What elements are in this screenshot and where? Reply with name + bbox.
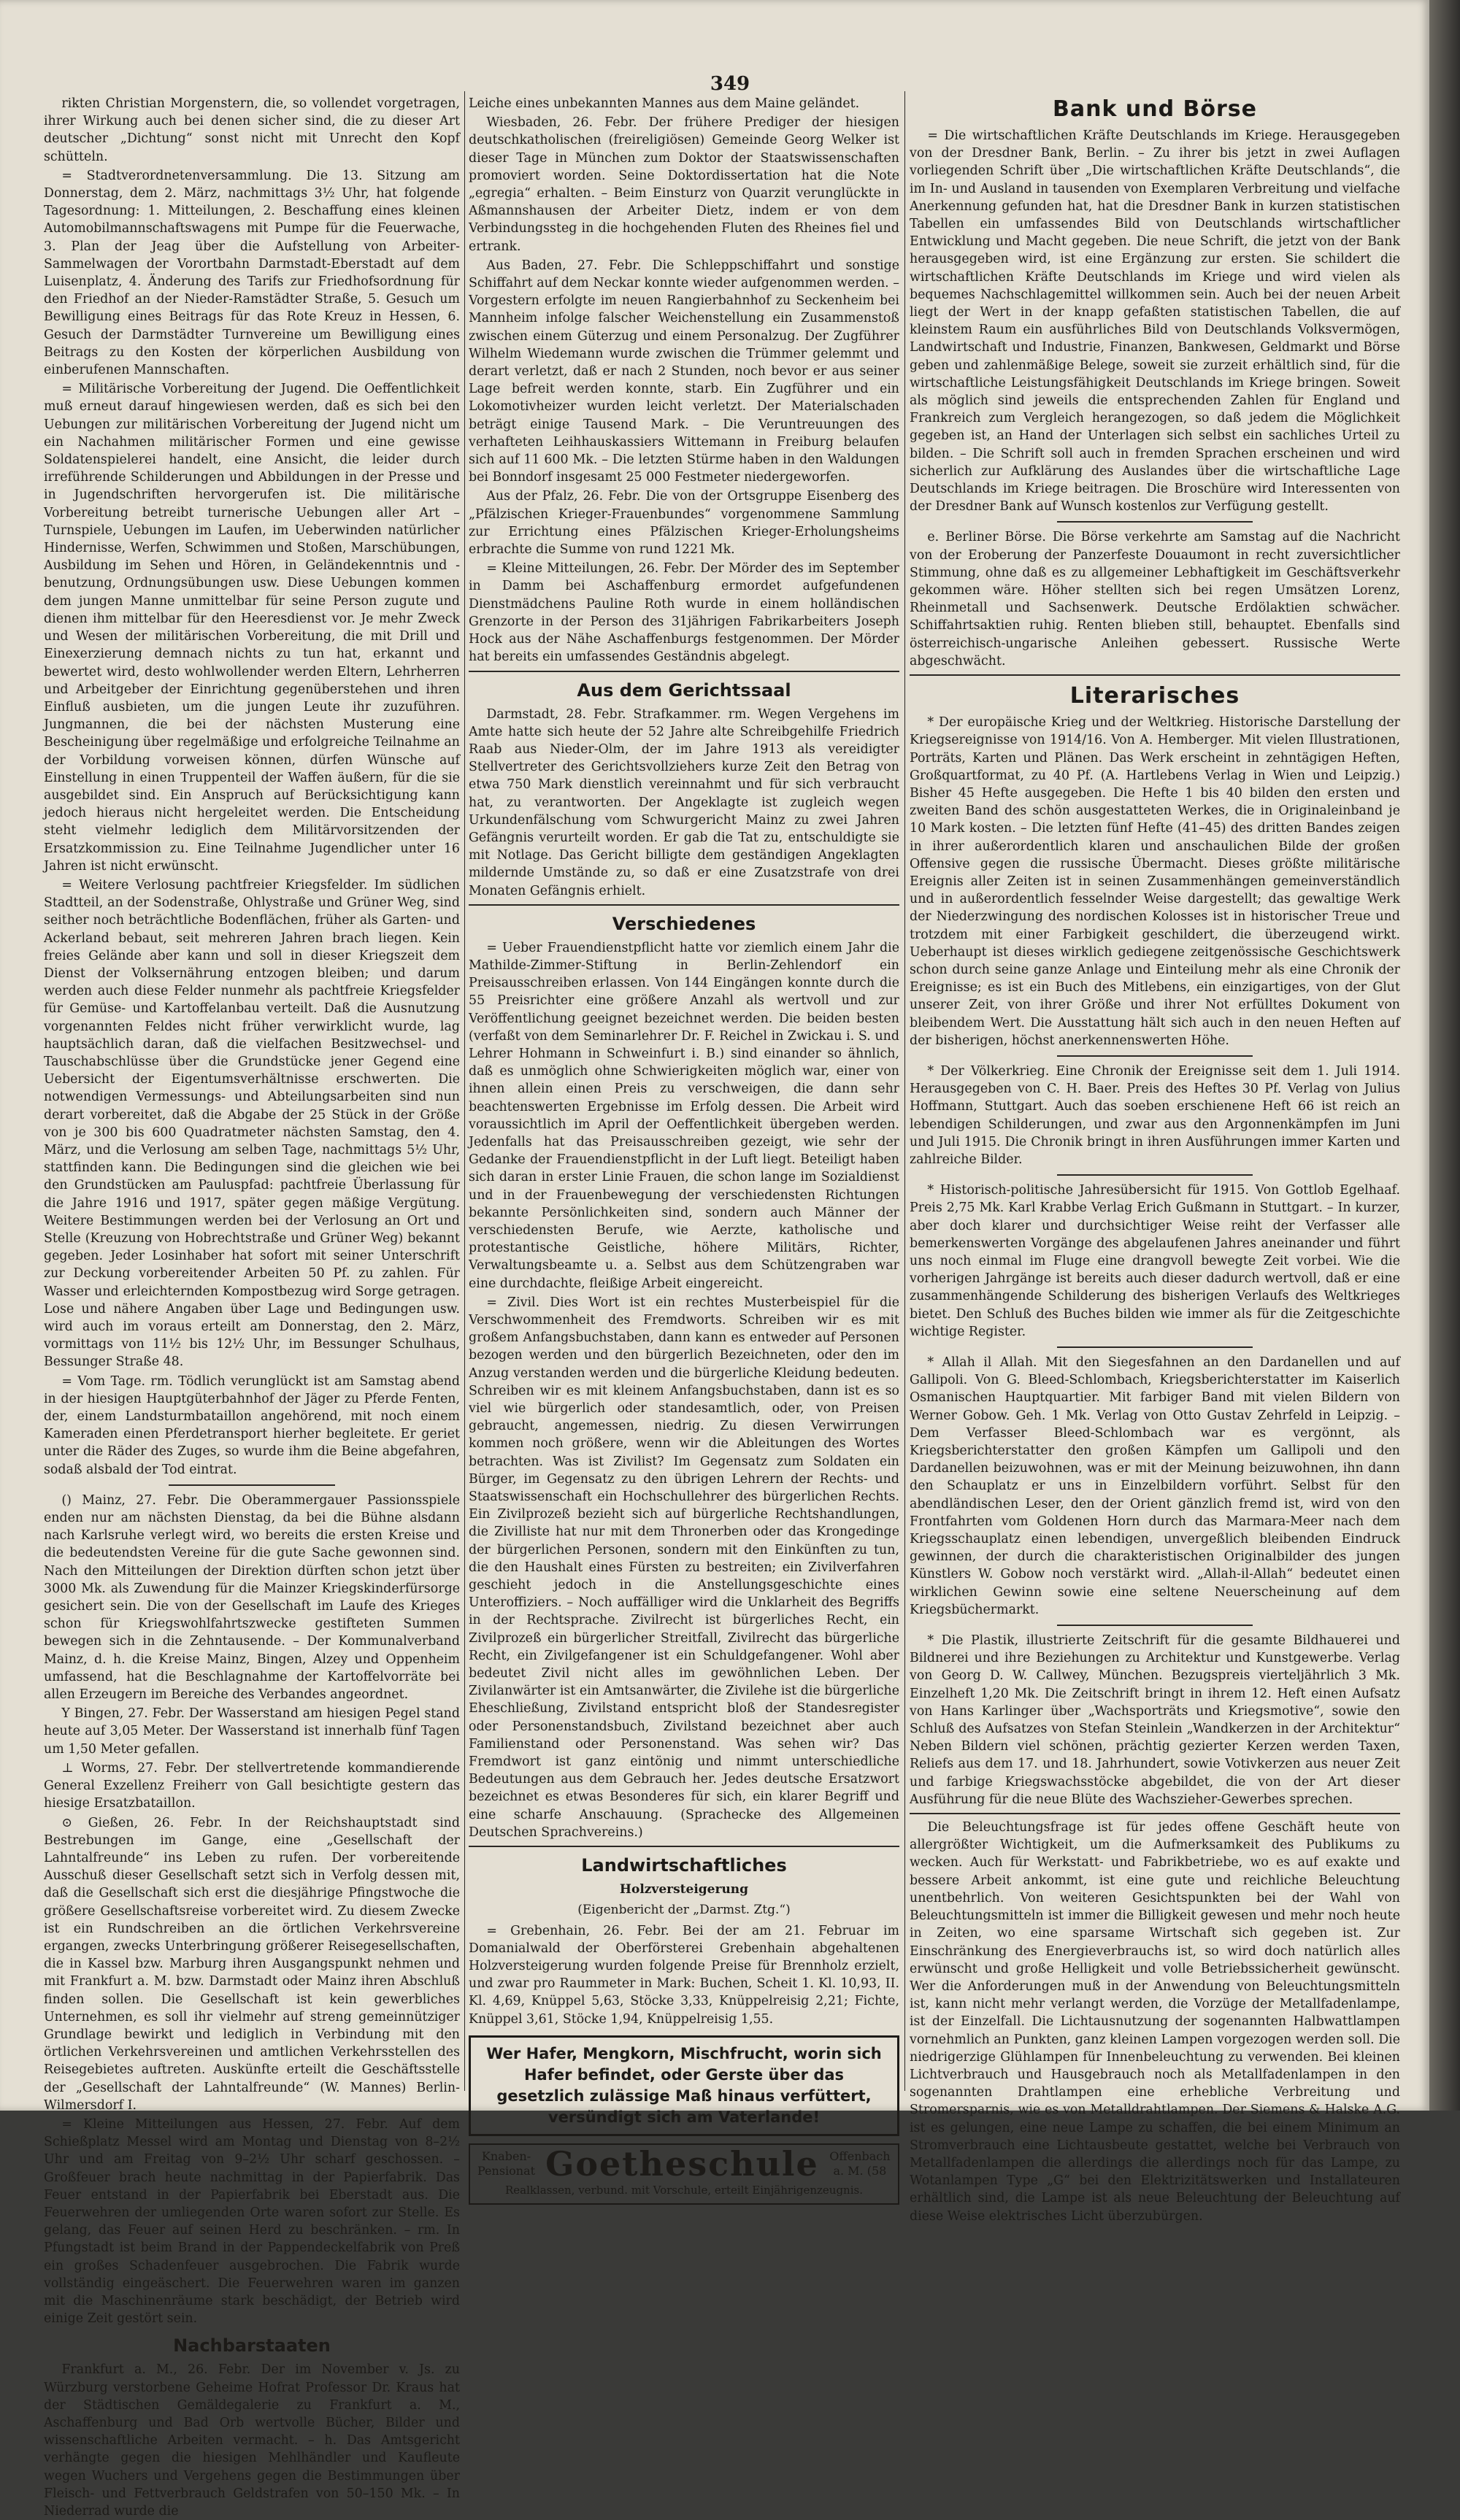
page-number: 349 (710, 73, 750, 95)
paragraph: e. Berliner Börse. Die Börse verkehrte am Samstag auf die Nachricht von der Eroberung der Panzerfeste Douaumont in recht zuversichtlicher Stimmung, ohne daß es zu allgemeiner Lebhaftigkeit im Geschäftsverkehr gekommen wäre. Höher stellten sich bei regen Umsätzen Lorenz, Rheinmetall und Sachsenwerk. Deutsche Erdölaktien schwächer. Schiffahrtsaktien ruhig. Renten blieben still, behauptet. Ebenfalls sind österreichisch-ungarische Anleihen gebessert. Russische Werte abgeschwächt. (910, 530, 1400, 668)
section-heading-nachbarstaaten: Nachbarstaaten (173, 2335, 331, 2357)
column-1 (44, 95, 460, 2519)
divider (910, 1813, 1400, 1814)
book-edge (1429, 0, 1460, 2111)
paragraph: ⊙ Gießen, 26. Febr. In der Reichshauptstadt sind Bestrebungen im Gange, eine „Gesellschaft der Lahntalfreunde“ ins Leben zu rufen. Der vorbereitende Ausschuß dieser Gesellschaft setzt sich in Verfolg dessen mit, daß die Gesellschaft sich erst die diesjährige Pfingstwoche die größere Gesellschaftsreise vorbereitet wird. Zu diesem Zwecke ist ein Rundschreiben an die örtlichen Verkehrsvereine ergangen, zwecks Unterbringung größerer Reisegesellschaften, die in Kassel bzw. Marburg ihren Ausgangspunkt nehmen und mit Frankfurt a. M. bzw. Darmstadt oder Mainz ihren Abschluß finden sollen. Die Gesellschaft ist kein gewerbliches Unternehmen, es soll ihr vielmehr auf streng gemeinnütziger Grundlage bewirkt und lediglich in Verbindung mit den örtlichen Verkehrsvereinen und amtlichen Verkehrsstellen des Reisegebietes auftreten. Auskünfte erteilt die Geschäftsstelle der „Gesellschaft der Lahntalfreunde“ (W. Mannes) Berlin-Wilmersdorf I. (44, 1815, 460, 2113)
section-heading-gerichtssaal: Aus dem Gerichtssaal (577, 679, 791, 701)
section-heading-verschiedenes: Verschiedenes (612, 913, 756, 934)
divider (1057, 521, 1253, 523)
divider (1057, 1346, 1253, 1348)
section-heading-bank-und-boerse: Bank und Börse (1053, 96, 1257, 122)
ad-left-text: Knaben-Pensionat (477, 2149, 536, 2178)
section-heading-landwirtschaftliches: Landwirtschaftliches (581, 1855, 787, 1876)
paragraph: = Vom Tage. rm. Tödlich verunglückt ist am Samstag abend in der hiesigen Hauptgüterbahnhof der Jäger zu Pferde Fenten, der, einem Landsturmbataillon angehörend, mit noch einem Kameraden einen Pferdetransport hierher begleitete. Er geriet unter die Räder des Zuges, so wurde ihm die Beine abgefahren, sodaß alsbald der Tod eintrat. (44, 1373, 460, 1477)
divider (1057, 1625, 1253, 1626)
column-rule (464, 91, 465, 2091)
paragraph: = Die wirtschaftlichen Kräfte Deutschlands im Kriege. Herausgegeben von der Dresdner Bank, Berlin. – Zu ihrer bis jetzt in zwei Auflagen vorliegenden Schrift über „Die wirtschaftlichen Kräfte Deutschlands“, die im In- und Ausland in tausenden von Exemplaren Verbreitung und vielfache Anerkennung gefunden hat, hat die Dresdner Bank in kurzen statistischen Tabellen ein umfassendes Bild von Deutschlands wirtschaftlicher Entwicklung und Macht gegeben. Die neue Schrift, die jetzt von der Bank herausgegeben wird, ist eine Ergänzung zur ersten. Sie schildert die wirtschaftlichen Kräfte Deutschlands im Kriege und wird vielen als bequemes Nachschlagemittel willkommen sein. Auch bei der neuen Arbeit liegt der Wert in der knapp gefaßten statistischen Tabellen, die auf kleinstem Raum ein ausführliches Bild von Deutschlands Volksvermögen, Landwirtschaft und Industrie, Finanzen, Bankwesen, Geldmarkt und Börse geben und zahlenmäßige Belege, soweit sie zurzeit erhältlich sind, für die wirtschaftliche Leistungsfähigkeit Deutschlands im Kriege bringen. Soweit als möglich sind jeweils die entsprechenden Zahlen für England und Frankreich zum Vergleich herangezogen, so daß jedem die Möglichkeit gegeben ist, an Hand der Unterlagen sich selbst ein sachliches Urteil zu bilden. – Die Schrift soll auch in fremden Sprachen erscheinen und wird sicherlich zur Aufklärung des Auslandes über die wirtschaftliche Lage Deutschlands im Kriege beitragen. Die Broschüre wird Interessenten von der Dresdner Bank auf Wunsch kostenlos zur Verfügung gestellt. (910, 128, 1400, 515)
paragraph: ⊥ Worms, 27. Febr. Der stellvertretende kommandierende General Exzellenz Freiherr von Gall besichtigte gestern das hiesige Ersatzbataillon. (44, 1760, 460, 1811)
paragraph: Wiesbaden, 26. Febr. Der frühere Prediger der hiesigen deutschkatholischen (freireligiösen) Gemeinde Georg Welker ist dieser Tage in München zum Doktor der Staatswissenschaften promoviert worden. Seine Doktordissertation hat die Note „egregia“ erhalten. – Beim Einsturz von Quarzit verunglückte in Aßmannshausen der Arbeiter Dietz, indem er von dem Verbindungssteg in die hochgehenden Fluten des Rheines fiel und ertrank. (469, 115, 899, 254)
paragraph: = Zivil. Dies Wort ist ein rechtes Musterbeispiel für die Verschwommenheit des Fremdworts. Schreiben wir es mit großem Anfangsbuchstaben, dann kann es entweder auf Personen bezogen werden und den bürgerlich Bezeichneten, oder den im Anzug verstanden werden und die bürgerliche Kleidung bedeuten. Schreiben wir es mit kleinem Anfangsbuchstaben, dann ist es so viel wie bürgerlich oder standesamtlich, oder, von Preisen gebraucht, angemessen, niedrig. Zu diesen Verwirrungen kommen noch größere, wenn wir die Ableitungen des Wortes betrachten. Was ist Zivilist? Im Gegensatz zum Soldaten ein Bürger, im Gegensatz zu den übrigen Lehrern der Rechts- und Staatswissenschaft ein Hochschullehrer des bürgerlichen Rechts. Ein Zivilprozeß bezieht sich auf bürgerliche Rechtshandlungen, die Zivilliste hat nur mit dem Thronerben oder das Krongedinge der bürgerlichen Personen, sondern mit den Einkünften zu tun, die den Haushalt eines Fürsten zu bestreiten; ein Zivilverfahren geschieht jedoch in die Anstellungsgeschichte eines Unteroffiziers. – Noch auffälliger wird die Unklarheit des Begriffs in der Rechtsprache. Zivilrecht ist bürgerliches Recht, ein Zivilprozeß ein bürgerlicher Streitfall, Zivilrecht das bürgerliche Recht, ein Zivilgefangener ist ein Schuldgefangener. Wohl aber bedeutet Zivil nicht alles im gewöhnlichen Leben. Der Zivilanwärter ist ein Amtsanwärter, die Zivilehe ist die bürgerliche Eheschließung, Zivilstand entspricht bloß der Standesregister oder Personenstandsbuch, Zivilstand bezeichnet aber auch Familienstand oder Personenstand. Was sehen wir? Das Fremdwort ist ganz eintönig und nimmt unterschiedliche Bedeutungen aus dem Gebrauch her. Jedes deutsche Ersatzwort bezeichnet es etwas Besonderes für sich, ein klarer Begriff und eine scharfe Anschauung. (Sprachecke des Allgemeinen Deutschen Sprachvereins.) (469, 1295, 899, 1840)
paragraph: = Militärische Vorbereitung der Jugend. Die Oeffentlichkeit muß erneut darauf hingewiesen werden, daß es sich bei den Uebungen zur militärischen Vorbereitung der Jugend nicht um ein Nachahmen militärischer Formen und eine gewisse Soldatenspielerei handelt, eine Ansicht, die leider durch irreführende Schilderungen und Abbildungen in der Presse und in Jugendschriften hervorgerufen ist. Die militärische Vorbereitung betreibt turnerische Uebungen aller Art – Turnspiele, Uebungen im Laufen, im Ueberwinden natürlicher Hindernisse, Werfen, Schwimmen und Stoßen, Marschübungen, Ausbildung im Sehen und Hören, in Geländekenntnis und -benutzung, Ordnungsübungen usw. Diese Uebungen kommen dem jungen Manne unmittelbar für seine Person zugute und dienen ihm mittelbar für den Heeresdienst vor. Je mehr Zweck und Wesen der militärischen Vorbereitung, die mit Drill und Einexerzierung demnach nichts zu tun hat, erkannt und bewertet wird, desto wohlwollender werden Eltern, Lehrherren und Arbeitgeber der Einrichtung gegenüberstehen und ihren Einfluß ausbieten, um die jungen Leute ihr zuzuführen. Jungmannen, die bei der nächsten Musterung eine Bescheinigung über regelmäßige und erfolgreiche Teilnahme an der Vorbildung vorweisen können, dürfen Wünsche auf Einstellung in einen Truppenteil der Waffen äußern, für die sie ausgebildet sind. Ein Anspruch auf Berücksichtigung kann jedoch hieraus nicht hergeleitet werden. Die Entscheidung steht vielmehr lediglich dem Militärvorsitzenden der Ersatzkommission zu. Eine Teilnahme Jugendlicher unter 16 Jahren ist nicht erwünscht. (44, 382, 460, 874)
column-2 (469, 95, 899, 2197)
divider (469, 904, 899, 906)
paragraph: rikten Christian Morgenstern, die, so vollendet vorgetragen, ihrer Wirkung auch bei denen sicher sind, die zu dieser Art deutscher „Dichtung“ sonst nicht mit Unrecht den Kopf schütteln. (44, 96, 460, 164)
ad-city: Offenbach a. M. (829, 2149, 891, 2178)
paragraph: Die Beleuchtungsfrage ist für jedes offene Geschäft heute von allergrößter Wichtigkeit, um die Aufmerksamkeit des Publikums zu wecken. Auch für Werkstatt- und Fabrikbetriebe, wo es auf exakte und bessere Arbeit ankommt, ist eine gute und reichliche Beleuchtung unentbehrlich. Von weiteren Gesichtspunkten bei der Wahl von Beleuchtungsmitteln ist immer die Billigkeit gewesen und mehr noch heute in Zeiten, wo eine sparsame Wirtschaft sich gegeben ist. Zur Einschränkung des Energieverbrauchs ist, so wird doch natürlich alles erwünscht und große Helligkeit und volle Betriebssicherheit gewünscht. Wer die Anforderungen muß in der Anwendung von Beleuchtungsmitteln ist, kann nicht mehr verlangt werden, die Vorzüge der Metallfadenlampe, ist der Einzelfall. Die Lichtausnutzung der sogenannten Halbwattlampen vornehmlich an Punkten, ganz kleinen Lampen vorgezogen werden soll. Die niedrigerzige Glühlampen für Innenbeleuchtung zu verwenden. Bei kleinen Lichtverbrauch und Hausgebrauch noch als Metallfadenlampen in den sogenannten Drahtlampen eine erhebliche Verbreitung und Stromersparnis, wie es von Metalldrahtlampen. Der Siemens & Halske A.G. ist es gelungen, eine neue Lampe zu schaffen, die bei einem Minimum an Stromverbrauch eine Lichtausbeute gestattet, welche bei Verbrauch von Metallfadenlampen die allerdings die allerdings noch für das Lampe, zu Wotanlampen Type „G“ bei den Elektrizitätswerken und Installateuren erhältlich sind, die Lampe ist als neue Beleuchtung der Beleuchtung auf diese Weise elektrisches Licht überzubürgen. (910, 1820, 1400, 2224)
paragraph: Aus Baden, 27. Febr. Die Schleppschiffahrt und sonstige Schiffahrt auf dem Neckar konnte wieder aufgenommen werden. – Vorgestern erfolgte im neuen Rangierbahnhof zu Seckenheim bei Mannheim infolge falscher Weichenstellung ein Zusammenstoß zwischen einem Güterzug und einem Personalzug. Der Zugführer Wilhelm Wiedemann wurde zwischen die Trümmer gelemmt und derart verletzt, daß er nach 2 Stunden, noch bevor er aus seiner Lage befreit werden konnte, starb. Ein Zugführer und ein Lokomotivheizer wurden leicht verletzt. Der Materialschaden beträgt einige Tausend Mark. – Die Veruntreuungen des verhafteten Leihhauskassiers Wittemann in Freiburg belaufen sich auf 11 600 Mk. – Die letzten Stürme haben in den Waldungen bei Bonndorf insgesamt 25 000 Festmeter niedergeworfen. (469, 258, 899, 485)
column-3 (910, 95, 1400, 2224)
column-rule (904, 91, 905, 2091)
ad-footer: Realklassen, verbund. mit Vorschule, erteilt Einjährigenzeugnis. (505, 2183, 863, 2197)
subheading: Holzversteigerung (619, 1882, 749, 1897)
paragraph: Leiche eines unbekannten Mannes aus dem Maine geländet. (469, 96, 860, 111)
divider (1057, 1174, 1253, 1176)
paragraph: = Kleine Mitteilungen aus Hessen, 27. Febr. Auf dem Schießplatz Messel wird am Montag und Dienstag von 8–2½ Uhr und am Freitag von 9–2½ Uhr scharf geschossen. – Großfeuer brach heute nachmittag in der Papierfabrik. Das Feuer entstand in der Papierfabrik bei Eberstadt aus. Die Feuerwehren der umliegenden Orte waren sofort zur Stelle. Es gelang, das Feuer auf seinen Herd zu beschränken. – rm. In Pfungstadt ist beim Brand in der Pappendeckelfabrik von Preß ein großes Schadenfeuer ausgebrochen. Die Fabrik wurde vollständig eingeäschert. Die Feuerwehren waren im ganzen mit die Maschinenräume stark beschädigt, der Betrieb wird einige Zeit gestört sein. (44, 2116, 460, 2327)
ad-logo: Goetheschule (545, 2143, 819, 2184)
paragraph: () Mainz, 27. Febr. Die Oberammergauer Passionsspiele enden nur am nächsten Dienstag, da bei die Bühne alsdann nach Karlsruhe verlegt wird, wo bereits die ersten Kreise und die bedeutendsten Vereine für die gute Sache gewonnen sind. Nach den Mitteilungen der Direktion dürften schon jetzt über 3000 Mk. als Zuwendung für die Mainzer Kriegskinderfürsorge gesichert sein. Die von der Gesellschaft im Laufe des Krieges schon für Kriegswohlfahrtszwecke gestifteten Summen bewegen sich in die Zehntausende. – Der Kommunalverband Mainz, d. h. die Kreise Mainz, Bingen, Alzey und Oppenheim umfassend, hat die Beschlagnahme der Kartoffelvorräte bei allen Erzeugern im Bereiche des Verbandes angeordnet. (44, 1492, 460, 1703)
ad-number: (58 (867, 2163, 887, 2178)
paragraph: = Weitere Verlosung pachtfreier Kriegsfelder. Im südlichen Stadtteil, an der Sodenstraße, Ohlystraße und Grüner Weg, sind seither noch beträchtliche Bodenflächen, früher als Garten- und Ackerland bebaut, seit mehreren Jahren brach liegen. Kein freies Gelände aber kann und soll in dieser Kriegszeit dem Dienst der Volksernährung entzogen bleiben; und darum werden auch diese Felder nunmehr als pachtfreie Kriegsfelder für Gemüse- und Kartoffelanbau verteilt. Daß die Ausnutzung vorgenannten Feldes nicht früher verwirklicht wurde, lag hauptsächlich daran, daß die vielfachen Besitzwechsel- und Tauschabschlüsse über die Grundstücke jener Gegend eine Uebersicht der Eigentumsverhältnisse erschwerten. Die notwendigen Vermessungs- und Abteilungsarbeiten sind nun derart vorbereitet, daß die Abgabe der 25 Stück in der Größe von je 300 bis 600 Quadratmeter nächsten Samstag, den 4. März, und die Verlosung am selben Tage, nachmittags 5½ Uhr, stattfinden kann. Die Bedingungen sind die gleichen wie bei den Grundstücken am Pauluspfad: pachtfreie Überlassung für die Jahre 1916 und 1917, später gegen mäßige Vergütung. Weitere Bestimmungen werden bei der Verlosung an Ort und Stelle (Kreuzung von Hobrechtstraße und Grüner Weg) bekannt gegeben. Jeder Losinhaber hat sofort mit seiner Unterschrift zur Deckung vorbereitender Arbeiten 50 Pf. zu zahlen. Für Wasser und erleichternden Kompostbezug wird Sorge getragen. Lose und nähere Angaben über Lage und Bedingungen usw. wird auch im voraus erteilt am Donnerstag, den 2. März, vormittags von 11½ bis 12½ Uhr, im Bessunger Schulhaus, Bessunger Straße 48. (44, 877, 460, 1370)
advertisement-goetheschule (469, 2143, 899, 2205)
divider (469, 1846, 899, 1847)
ad-right-text (829, 2149, 891, 2178)
paragraph: * Der europäische Krieg und der Weltkrieg. Historische Darstellung der Kriegsereignisse von 1914/16. Von A. Hemberger. Mit vielen Illustrationen, Porträts, Karten und Plänen. Das Werk erscheint in zehntägigen Heften, Großquartformat, zu 40 Pf. (A. Hartlebens Verlag in Wien und Leipzig.) Bisher 45 Hefte ausgegeben. Die Hefte 1 bis 40 bilden den ersten und zweiten Band des schön ausgestatteten Werkes, die in Originaleinband je 10 Mark kosten. – Die letzten fünf Hefte (41–45) des dritten Bandes zeigen in ihrer außerordentlich klaren und anschaulichen Bilde der großen Offensive gegen die russische Übermacht. Dieses größte militärische Ereignis aller Zeiten ist in seinen Zusammenhängen gemeinverständlich und in außerordentlich fesselnder Weise dargestellt; das gewaltige Werk der Niederzwingung des nordischen Kolosses ist in historischer Treue und trotzdem mit einer Farbigkeit geschildert, die überzeugend wirkt. Ueberhaupt ist dieses wirklich gediegene zeitgenössische Geschichtswerk schon durch seine ganze Anlage und Einteilung mehr als eine Chronik der Ereignisse; es ist ein Buch des Mitlebens, ein einzigartiges, von der Glut unserer Zeit, von ihrer Größe und ihrer Not erfülltes Dokument von bleibendem Wert. Die Ausstattung hält sich auch in den neuen Heften auf der bisherigen, höchst anerkennenswerten Höhe. (910, 715, 1400, 1048)
paragraph: Darmstadt, 28. Febr. Strafkammer. rm. Wegen Vergehens im Amte hatte sich heute der 52 Jahre alte Schreibgehilfe Friedrich Raab aus Nieder-Olm, der im Jahre 1913 als vereidigter Stellvertreter des Gerichtsvollziehers kurze Zeit den Betrag von etwa 750 Mark dienstlich vereinnahmt und für sich verbraucht hat, zu verantworten. Der Angeklagte ist zugleich wegen Urkundenfälschung vom Schwurgericht Mainz zu zwei Jahren Gefängnis verurteilt worden. Er gab die Tat zu, entschuldigte sie mit Notlage. Das Gericht billigte dem geständigen Angeklagten mildernde Umstände zu, so daß er eine Zusatzstrafe von drei Monaten Gefängnis erhielt. (469, 706, 899, 898)
paragraph: = Ueber Frauendienstpflicht hatte vor ziemlich einem Jahr die Mathilde-Zimmer-Stiftung in Berlin-Zehlendorf ein Preisausschreiben erlassen. Von 144 Eingängen konnte durch die 55 Preisrichter eine größere Anzahl als wertvoll und zur Veröffentlichung geeignet bezeichnet werden. Die beiden besten (verfaßt von dem Seminarlehrer Dr. F. Reichel in Zwickau i. S. und Lehrer Hohmann in Schweinfurt i. B.) sind einander so ähnlich, daß es unmöglich ohne Schwierigkeiten möglich war, einer von ihnen allein einen Preis zu verschweigen, die dann sehr beachtenswerten Ergebnisse im Erfolg dessen. Die Arbeit wird voraussichtlich im April der Oeffentlichkeit übergeben werden. Jedenfalls hat das Preisausschreiben gezeigt, wie sehr der Gedanke der Frauendienstpflicht in der Luft liegt. Beteiligt haben sich daran in erster Linie Frauen, die schon lange im Sozialdienst und in der Frauenbewegung der verschiedensten Richtungen bekannte Persönlichkeiten sind, sondern auch Männer der verschiedensten Berufe, wie Aerzte, katholische und protestantische Geistliche, höhere Militärs, Richter, Verwaltungsbeamte u. a. Selbst aus dem Schützengraben war eine durchdachte, fleißige Arbeit eingereicht. (469, 940, 899, 1291)
divider (910, 674, 1400, 676)
paragraph: Frankfurt a. M., 26. Febr. Der im November v. Js. zu Würzburg verstorbene Geheime Hofrat Professor Dr. Kraus hat der Städtischen Gemäldegalerie zu Frankfurt a. M., Aschaffenburg und Bad Orb wertvolle Bücher, Bilder und wissenschaftliche Arbeiten vermacht. – h. Das Amtsgericht verhängte gegen die hiesigen Mehlhändler und Kaufleute wegen Wuchers und Vergehens gegen die Bestimmungen über Fleisch- und Fettverbrauch Geldstrafen von 50–150 Mk. – In Niederrad wurde die (44, 2362, 460, 2519)
paragraph: * Die Plastik, illustrierte Zeitschrift für die gesamte Bildhauerei und Bildnerei und ihre Beziehungen zu Architektur und Kunstgewerbe. Verlag von Georg D. W. Callwey, München. Bezugspreis vierteljährlich 3 Mk. Einzelheft 1,20 Mk. Die Zeitschrift bringt in ihrem 12. Heft einen Aufsatz von Hans Karlinger über „Wachsporträts und Kriegsmotive“, sowie den Schluß des Aufsatzes von Stefan Steinlein „Wandkerzen in der Architektur“ Neben Bildern viel schönen, prächtig gezierter Kerzen werden Taxen, Reliefs aus dem 17. und 18. Jahrhundert, sowie Votivkerzen aus neuer Zeit und farbige Kriegswachsstöcke abgebildet, die von der Art dieser Ausführung für die neue Blüte des Wachszieher-Gewerbes sprechen. (910, 1633, 1400, 1807)
paragraph: * Historisch-politische Jahresübersicht für 1915. Von Gottlob Egelhaaf. Preis 2,75 Mk. Karl Krabbe Verlag Erich Gußmann in Stuttgart. – In kurzer, aber doch klarer und durchsichtiger Weise reiht der Verfasser alle bemerkenswerten Vorgänge des abgelaufenen Jahres aneinander und führt uns noch einmal im Fluge eine drangvoll bewegte Zeit vorbei. Wie die vorherigen Jahrgänge ist bereits auch dieser dadurch wertvoll, daß er eine zusammenhängende Schilderung des bisherigen Verlaufs des Weltkrieges bietet. Den Schluß des Buches bilden wie immer als für die Zeitgeschichte wichtige Register. (910, 1183, 1400, 1339)
notice-box: Wer Hafer, Mengkorn, Mischfrucht, worin sich Hafer befindet, oder Gerste über das gesetzlich zulässige Maß hinaus verfüttert, versündigt sich am Vaterlande! (469, 2035, 899, 2136)
paragraph: = Stadtverordnetenversammlung. Die 13. Sitzung am Donnerstag, dem 2. März, nachmittags 3½ Uhr, hat folgende Tagesordnung: 1. Mitteilungen, 2. Beschaffung eines kleinen Automobilmannschaftswagens mit Pumpe für die Feuerwache, 3. Plan der Jeag über die Aufstellung von Arbeiter-Sammelwagen der Vorortbahn Darmstadt-Eberstadt auf dem Luisenplatz, 4. Änderung des Tarifs zur Friedhofsordnung für den Friedhof an der Nieder-Ramstädter Straße, 5. Gesuch um Bewilligung eines Beitrags für das Rote Kreuz in Hessen, 6. Gesuch der Darmstädter Turnvereine um Bewilligung eines Beitrags zu den Kosten der körperlichen Ausbildung von einberufenen Mannschaften. (44, 168, 460, 378)
divider (469, 671, 899, 672)
section-heading-literarisches: Literarisches (1069, 683, 1240, 709)
paragraph: Y Bingen, 27. Febr. Der Wasserstand am hiesigen Pegel stand heute auf 3,05 Meter. Der Wasserstand ist innerhalb fünf Tagen um 1,50 Meter gefallen. (44, 1706, 460, 1757)
paragraph: = Kleine Mitteilungen, 26. Febr. Der Mörder des im September in Damm bei Aschaffenburg ermordet aufgefundenen Dienstmädchens Pauline Roth wurde in einem holländischen Grenzorte in der Person des 31jährigen Fabrikarbeiters Joseph Hock aus der Nähe Aschaffenburgs festgenommen. Der Mörder hat bereits ein umfassendes Geständnis abgelegt. (469, 561, 899, 665)
divider (1057, 1055, 1253, 1057)
paragraph: = Grebenhain, 26. Febr. Bei der am 21. Februar im Domanialwald der Oberförsterei Grebenhain abgehaltenen Holzversteigerung wurden folgende Preise für Brennholz erzielt, und zwar pro Raummeter in Mark: Buchen, Scheit 1. Kl. 10,93, II. Kl. 4,69, Knüppel 5,63, Stöcke 3,33, Knüppelreisig 2,21; Fichte, Knüppel 3,61, Stöcke 1,94, Knüppelreisig 1,55. (469, 1923, 899, 2027)
divider (169, 1484, 335, 1486)
paragraph: Aus der Pfalz, 26. Febr. Die von der Ortsgruppe Eisenberg des „Pfälzischen Krieger-Frauenbundes“ vorgenommene Sammlung zur Errichtung eines Pfälzischen Krieger-Erholungsheims erbrachte die Summe von rund 1221 Mk. (469, 489, 899, 558)
paragraph: * Der Völkerkrieg. Eine Chronik der Ereignisse seit dem 1. Juli 1914. Herausgegeben von C. H. Baer. Preis des Heftes 30 Pf. Verlag von Julius Hoffmann, Stuttgart. Auch das soeben erschienene Heft 66 ist reich an lebendigen Schilderungen, und zwar aus den Argonnenkämpfen im Juni und Juli 1915. Die Chronik bringt in ihren Ausführungen immer Karten und zahlreiche Bilder. (910, 1063, 1400, 1167)
paragraph: * Allah il Allah. Mit den Siegesfahnen an den Dardanellen und auf Gallipoli. Von G. Bleed-Schlombach, Kriegsberichterstatter im Kaiserlich Osmanischen Hauptquartier. Mit farbiger Band mit vielen Bildern von Werner Gobow. Geh. 1 Mk. Verlag von Otto Gustav Zehrfeld in Leipzig. – Dem Verfasser Bleed-Schlombach war es vergönnt, als Kriegsberichterstatter den großen Kämpfen um Gallipoli und den Dardanellen beizuwohnen, was er mit der Meinung beizuwohnen, ihn dann den Schauplatz er uns in Einzelbildern vorführt. Selbst für den abendländischen Leser, den der Orient gänzlich fremd ist, wird von den Frontfahrten vom Goldenen Horn durch das Marmara-Meer nach dem Kriegsschauplatz einen lebendigen, unvergeßlich bleibenden Eindruck gewinnen, der durch die charakteristischen Originalbilder des jungen Künstlers W. Gobow noch verstärkt wird. „Allah-il-Allah“ bedeutet einen wirklichen Gewinn sowie eine seltene Neuerscheinung auf dem Kriegsbüchermarkt. (910, 1355, 1400, 1617)
source-note: (Eigenbericht der „Darmst. Ztg.“) (577, 1903, 791, 1918)
